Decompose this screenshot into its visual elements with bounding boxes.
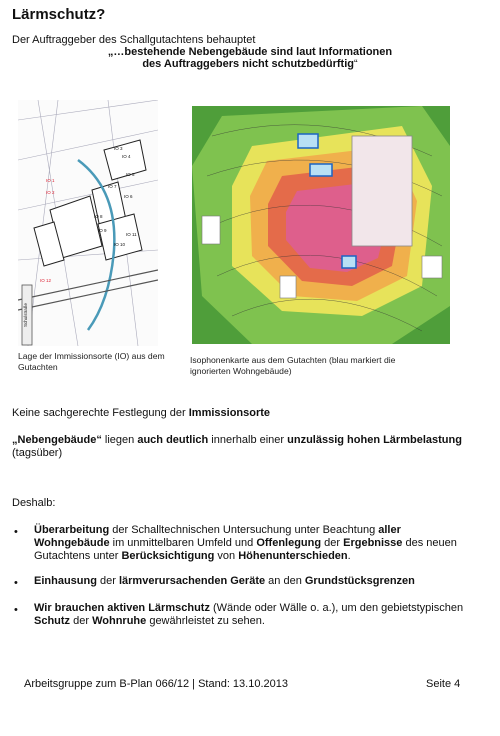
b2-bold-1: Einhausung xyxy=(34,575,97,587)
quote-line-1 xyxy=(0,46,500,58)
p2-text-3: (tagsüber) xyxy=(12,447,63,459)
p2-text-1: liegen xyxy=(101,434,138,446)
site-plan-drawing xyxy=(18,100,158,346)
left-figure-caption: Lage der Immissionsorte (IO) aus dem Gutachten xyxy=(18,351,165,372)
bullet-2-symbol: • xyxy=(14,577,18,589)
b1-bold-3: Offenlegung xyxy=(256,537,322,549)
quote-line-2 xyxy=(0,58,500,70)
bullet-3-text xyxy=(34,602,474,628)
p2-bold-1: „Nebengebäude“ xyxy=(12,434,102,446)
map-label-io1: IO 1 xyxy=(46,178,55,183)
p1-text: Keine sachgerechte Festlegung der xyxy=(12,407,189,419)
b3-text-3: gewährleistet zu sehen. xyxy=(146,615,265,627)
map-label-io7: IO 7 xyxy=(108,184,117,189)
bullet-1-symbol: • xyxy=(14,526,18,538)
b1-text-6: . xyxy=(347,550,351,562)
map-label-io5: IO 5 xyxy=(126,172,135,177)
b3-bold-2: Schutz xyxy=(34,615,71,627)
map-label-io3: IO 3 xyxy=(114,146,123,151)
map-label-io9: IO 9 xyxy=(98,228,107,233)
bullet-3-symbol: • xyxy=(14,604,18,616)
bullet-2-text xyxy=(34,575,474,588)
b3-text-1: (Wände oder Wälle o. a.), um den gebietstypischen xyxy=(209,602,464,614)
b1-text-2: im unmittelbaren Umfeld und xyxy=(109,537,257,549)
b1-bold-4: Ergebnisse xyxy=(343,537,403,549)
b3-text-2: der xyxy=(70,615,93,627)
b1-text-5: von xyxy=(214,550,239,562)
b1-text-3: der xyxy=(321,537,344,549)
b1-bold-5: Berücksichtigung xyxy=(121,550,215,562)
b1-text-1: der Schalltechnischen Untersuchung unter Beachtung xyxy=(109,524,379,536)
b1-text-4: des neuen Gutachtens unter xyxy=(34,537,457,562)
site-plan-figure xyxy=(18,100,158,346)
map-label-io12: IO 12 xyxy=(40,278,52,283)
p1-bold: Immissionsorte xyxy=(188,407,271,419)
map-label-io10: IO 10 xyxy=(114,242,126,247)
p2-bold-3: unzulässig hohen Lärmbelastung xyxy=(287,434,462,446)
page-title: Lärmschutz? xyxy=(12,6,106,23)
page-footer: Arbeitsgruppe zum B-Plan 066/12 | Stand: 13.10.2013 xyxy=(24,678,288,690)
noise-statement xyxy=(12,434,482,460)
map-label-io2: IO 2 xyxy=(46,190,55,195)
map-label-io11: IO 11 xyxy=(126,232,137,237)
b1-bold-6: Höhenunterschieden xyxy=(238,550,348,562)
page-number: Seite 4 xyxy=(426,678,461,690)
p2-bold-2: auch deutlich xyxy=(137,434,209,446)
b3-bold-3: Wohnruhe xyxy=(92,615,147,627)
isophone-map-figure xyxy=(192,106,450,344)
b2-bold-2: lärmverursachenden Geräte xyxy=(118,575,266,587)
p2-text-2: innerhalb einer xyxy=(208,434,288,446)
b2-text-1: der xyxy=(96,575,119,587)
quote-text-2: des Auftraggebers nicht schutzbedürftig xyxy=(142,58,354,70)
b3-bold-1: Wir brauchen aktiven Lärmschutz xyxy=(34,602,210,614)
b2-text-2: an den xyxy=(265,575,305,587)
map-label-io4: IO 4 xyxy=(122,154,131,159)
b1-bold-1: Überarbeitung xyxy=(34,524,110,536)
intro-text: Der Auftraggeber des Schallgutachtens behauptet xyxy=(12,34,256,46)
map-label-io6: IO 6 xyxy=(124,194,133,199)
quote-text-1: „…bestehende Nebengebäude sind laut Informationen xyxy=(107,46,393,58)
b1-bold-2: aller Wohngebäude xyxy=(34,524,401,549)
map-label-io8: IO 8 xyxy=(94,214,103,219)
b2-bold-3: Grundstücksgrenzen xyxy=(304,575,415,587)
quote-close: “ xyxy=(354,58,358,70)
immission-statement xyxy=(12,407,270,420)
bullet-1-text xyxy=(34,524,474,563)
isophone-map-drawing xyxy=(192,106,450,344)
right-figure-caption: Isophonenkarte aus dem Gutachten (blau markiert die ignorierten Wohngebäude) xyxy=(190,355,396,376)
street-label: Schulstraße xyxy=(23,302,28,328)
conclusion-label: Deshalb: xyxy=(12,497,56,509)
